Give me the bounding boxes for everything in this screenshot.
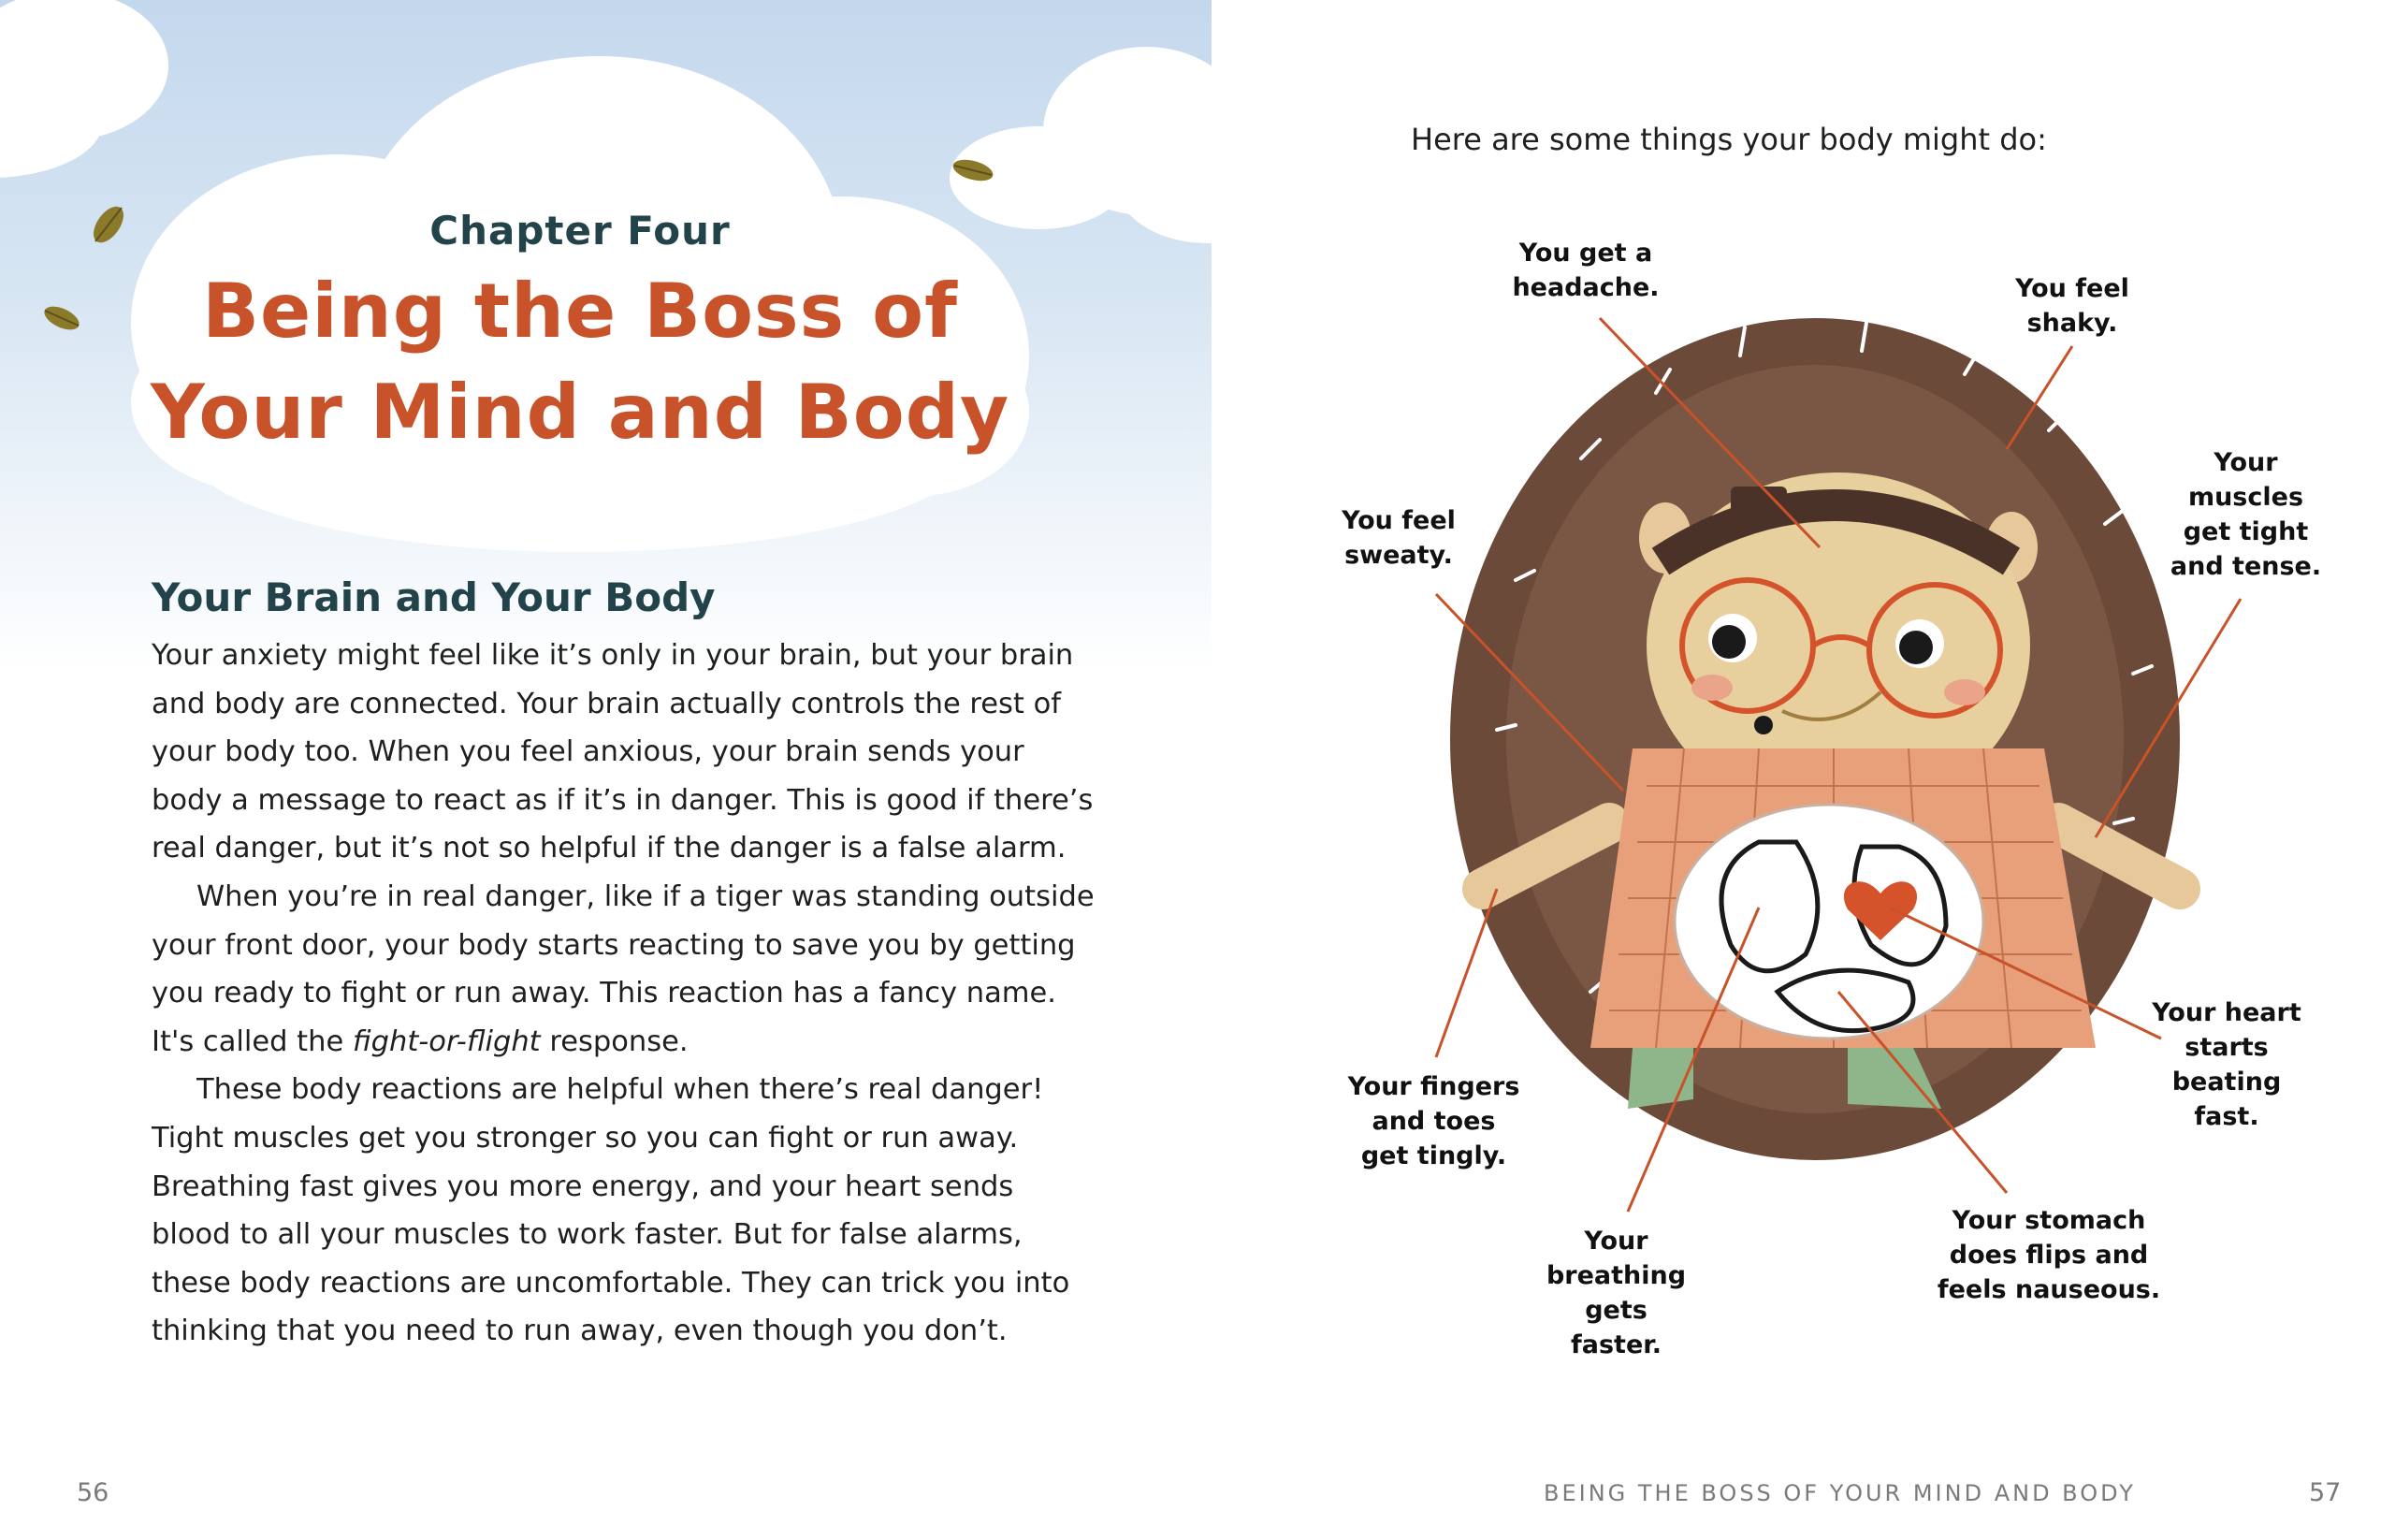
callout-stomach: Your stomach does flips and feels nauseous. bbox=[1937, 1206, 2161, 1304]
running-head: BEING THE BOSS OF YOUR MIND AND BODY bbox=[1544, 1480, 2136, 1506]
body-text bbox=[152, 632, 1096, 1356]
small-cloud-left bbox=[0, 0, 168, 178]
section-heading: Your Brain and Your Body bbox=[152, 574, 716, 620]
chapter-title-line-1: Being the Boss of bbox=[202, 268, 958, 355]
paragraph-2 bbox=[152, 873, 1096, 1066]
chapter-label: Chapter Four bbox=[429, 208, 731, 254]
chapter-title-line-2: Your Mind and Body bbox=[150, 369, 1010, 456]
callout-shaky: You feel shaky. bbox=[2015, 274, 2129, 338]
callout-headache: You get a headache. bbox=[1512, 239, 1660, 302]
page-number-left: 56 bbox=[77, 1478, 109, 1507]
paragraph-1: Your anxiety might feel like it’s only in your brain, but your brain and body are connected. Your brain actually controls the rest of your body too. When you feel anxious, your brain sends your body a message to react as if it’s in danger. This is good if there’s real danger, but it’s not so helpful if the danger is a false alarm. bbox=[152, 639, 1094, 865]
callout-sweaty: You feel sweaty. bbox=[1342, 506, 1456, 570]
callout-muscles: Your muscles get tight and tense. bbox=[2170, 448, 2322, 581]
page-number-right: 57 bbox=[2309, 1478, 2342, 1507]
leaf-icon-2 bbox=[41, 301, 83, 334]
callout-breathing: Your breathing gets faster. bbox=[1546, 1227, 1687, 1359]
leaf-icon-1 bbox=[88, 201, 130, 248]
callout-heart: Your heart starts beating fast. bbox=[2152, 998, 2301, 1131]
intro-text: Here are some things your body might do: bbox=[1411, 122, 2047, 157]
paragraph-2-end: response. bbox=[549, 1024, 689, 1058]
callout-fingers: Your fingers and toes get tingly. bbox=[1347, 1072, 1520, 1170]
fight-or-flight-term: fight-or-flight bbox=[352, 1024, 541, 1058]
paragraph-3: These body reactions are helpful when there’s real danger! Tight muscles get you stronger so you can fight or run away. Breathing fast gives you more energy, and your heart sends blood to all your muscles to work faster. But for false alarms, these body reactions are uncomfortable. They can trick you into thinking that you need to run away, even though you don’t. bbox=[152, 1073, 1070, 1348]
hedgehog-illustration bbox=[1212, 0, 2395, 1540]
organs-panel bbox=[1675, 805, 1983, 1039]
paragraph-2-text: When you’re in real danger, like if a tiger was standing outside your front door, your body starts reacting to save you by getting you ready to fight or run away. This reaction has a fancy name. It's called the bbox=[152, 879, 1095, 1058]
